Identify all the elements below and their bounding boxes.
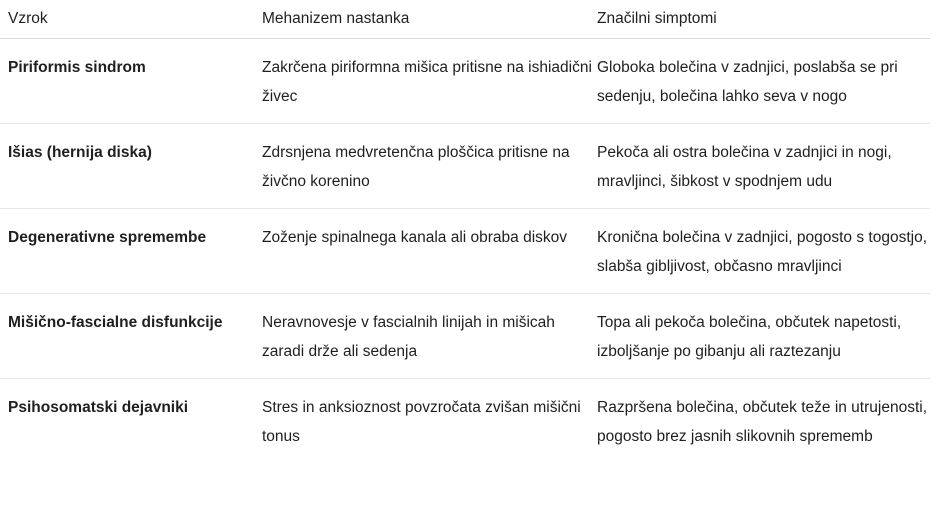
cell-symptoms: Razpršena bolečina, občutek teže in utrujenosti, pogosto brez jasnih slikovnih sprememb <box>597 398 928 445</box>
cell-mechanism: Neravnovesje v fascialnih linijah in mišicah zaradi drže ali sedenja <box>262 293 597 378</box>
table-row <box>0 123 930 208</box>
table-row <box>0 378 930 463</box>
cell-cause: Mišično-fascialne disfunkcije <box>0 293 262 378</box>
cell-symptoms: Topa ali pekoča bolečina, občutek napetosti, izboljšanje po gibanju ali raztezanju <box>597 293 930 378</box>
cell-mechanism: Zakrčena piriformna mišica pritisne na ishiadični živec <box>262 38 597 123</box>
cell-cause: Išias (hernija diska) <box>0 123 262 208</box>
header-symptoms: Značilni simptomi <box>597 0 930 38</box>
cell-mechanism: Zdrsnjena medvretenčna ploščica pritisne na živčno korenino <box>262 123 597 208</box>
table-row <box>0 293 930 378</box>
header-cause: Vzrok <box>0 0 262 38</box>
cell-symptoms: Kronična bolečina v zadnjici, pogosto s togostjo, slabša gibljivost, občasno mravljinci <box>597 208 930 293</box>
table-header-row <box>0 0 930 38</box>
cell-mechanism: Stres in anksioznost povzročata zvišan mišični tonus <box>262 398 581 445</box>
cell-cause: Piriformis sindrom <box>0 38 262 123</box>
header-mechanism: Mehanizem nastanka <box>262 0 597 38</box>
table-row <box>0 38 930 123</box>
table-row <box>0 208 930 293</box>
cell-cause: Degenerativne spremembe <box>0 208 262 293</box>
cell-symptoms: Pekoča ali ostra bolečina v zadnjici in nogi, mravljinci, šibkost v spodnjem udu <box>597 123 930 208</box>
cell-cause: Psihosomatski dejavniki <box>8 398 189 416</box>
cell-symptoms: Globoka bolečina v zadnjici, poslabša se pri sedenju, bolečina lahko seva v nogo <box>597 38 930 123</box>
cell-mechanism: Zoženje spinalnega kanala ali obraba diskov <box>262 208 597 293</box>
